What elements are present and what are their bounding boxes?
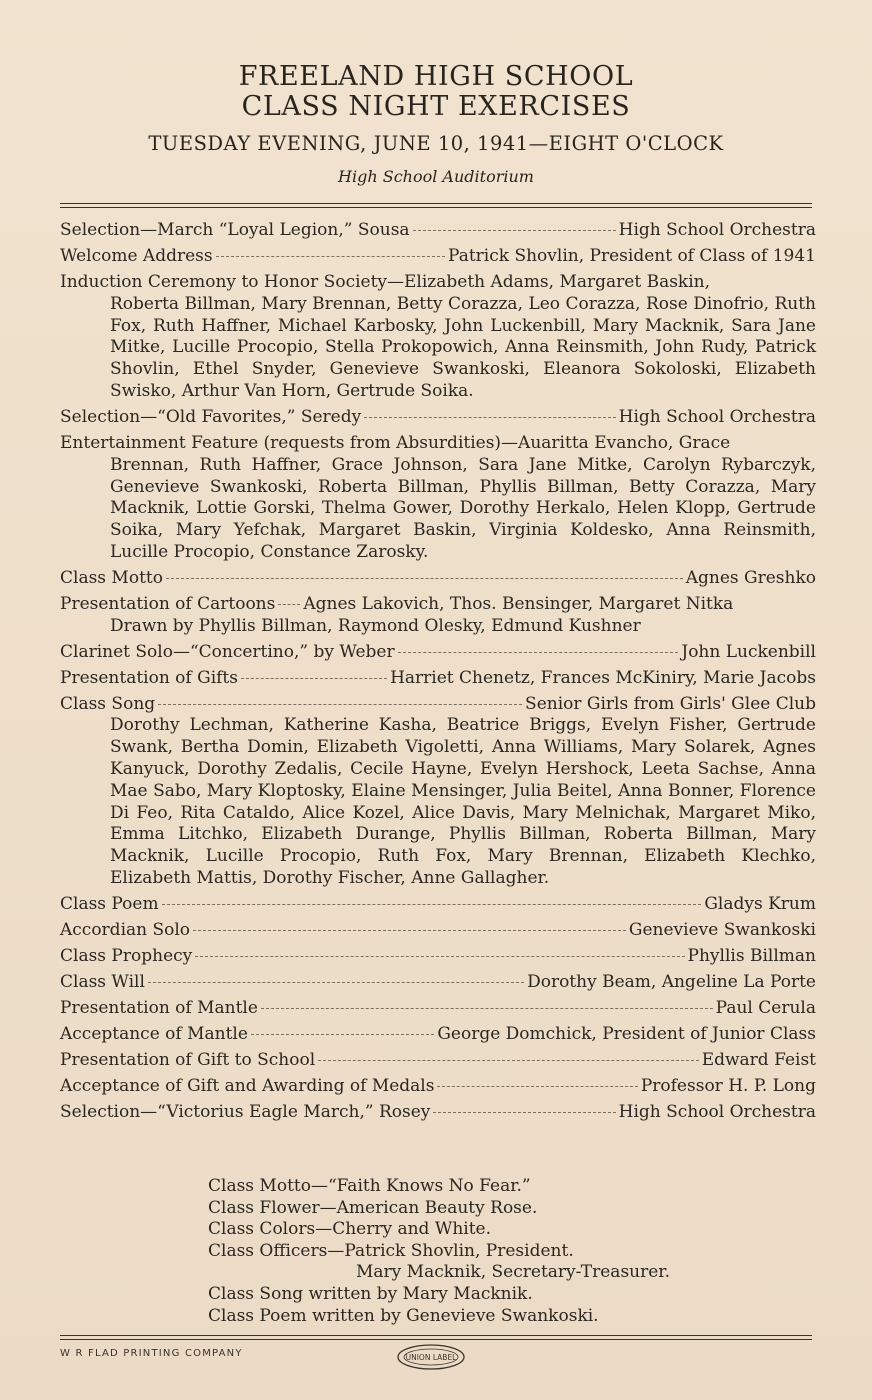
item-title: Welcome Address: [60, 245, 213, 266]
program-list: [60, 220, 816, 1128]
item-performer: Genevieve Swankoski: [628, 919, 816, 940]
program-item-entertainment: [60, 433, 816, 564]
program-item: [60, 946, 816, 968]
program-item: [60, 1102, 816, 1124]
dot-leader: [278, 604, 300, 605]
dot-leader: [241, 678, 387, 679]
glee-club-names: Dorothy Lechman, Katherine Kasha, Beatrice Briggs, Evelyn Fisher, Gertrude Swank, Bertha Domin, Elizabeth Vigoletti, Anna Williams, Mary Solarek, Agnes Kanyuck, Dorothy Zedalis, Cecile Hayne, Evelyn Hershock, Leeta Sachse, Anna Mae Sabo, Mary Kloptosky, Elaine Mensinger, Julia Beitel, Anna Bonner, Florence Di Feo, Rita Cataldo, Alice Kozel, Alice Davis, Mary Melnichak, Margaret Miko, Emma Litchko, Elizabeth Durange, Phyllis Billman, Roberta Billman, Mary Macknik, Lucille Procopio, Ruth Fox, Mary Brennan, Elizabeth Klechko, Elizabeth Mattis, Dorothy Fischer, Anne Gallagher.: [110, 715, 816, 888]
union-label-text: UNION LABEL: [405, 1353, 457, 1362]
program-item: [60, 642, 816, 664]
footer-rule-bottom: [60, 1339, 812, 1340]
item-performer: Gladys Krum: [704, 893, 816, 914]
dot-leader: [261, 1008, 713, 1009]
dot-leader: [437, 1086, 637, 1087]
item-title: Acceptance of Gift and Awarding of Medals: [60, 1075, 435, 1096]
program-item: [60, 998, 816, 1020]
item-title: Class Song: [60, 693, 156, 714]
program-item: [60, 920, 816, 942]
item-performer: High School Orchestra: [618, 406, 816, 427]
item-title: Presentation of Gift to School: [60, 1049, 316, 1070]
class-officers: Class Officers—Patrick Shovlin, President.: [208, 1240, 574, 1261]
item-title: Selection—“Old Favorites,” Seredy: [60, 406, 362, 427]
item-performer: Professor H. P. Long: [640, 1075, 816, 1096]
item-title: Acceptance of Mantle: [60, 1023, 248, 1044]
item-title: Clarinet Solo—“Concertino,” by Weber: [60, 641, 395, 662]
program-item: [60, 668, 816, 690]
program-item: [60, 220, 816, 242]
class-song-author: Class Song written by Mary Macknik.: [208, 1283, 533, 1304]
class-poem-author: Class Poem written by Genevieve Swankoski.: [208, 1305, 599, 1326]
program-item: [60, 407, 816, 429]
dot-leader: [193, 930, 626, 931]
item-title: Entertainment Feature (requests from Absurdities)—Auaritta Evancho, Grace: [60, 432, 731, 453]
dot-leader: [251, 1034, 434, 1035]
item-performer: Agnes Lakovich, Thos. Bensinger, Margaret Nitka: [303, 593, 734, 614]
dot-leader: [195, 956, 684, 957]
item-performer: High School Orchestra: [618, 1101, 816, 1122]
program-item: [60, 1050, 816, 1072]
program-item-induction: [60, 272, 816, 403]
cartoons-credit: Drawn by Phyllis Billman, Raymond Olesky, Edmund Kushner: [110, 615, 641, 636]
class-flower: Class Flower—American Beauty Rose.: [208, 1197, 538, 1218]
header: [0, 0, 872, 186]
footer-rule-top: [60, 1335, 812, 1336]
item-title: Induction Ceremony to Honor Society—Elizabeth Adams, Margaret Baskin,: [60, 271, 711, 292]
item-performer: Senior Girls from Girls' Glee Club: [525, 693, 816, 714]
item-performer: George Domchick, President of Junior Class: [437, 1023, 816, 1044]
item-title: Accordian Solo: [60, 919, 191, 940]
item-title: Class Motto: [60, 567, 163, 588]
item-title: Class Poem: [60, 893, 159, 914]
item-performer: Dorothy Beam, Angeline La Porte: [527, 971, 816, 992]
item-title: Class Will: [60, 971, 145, 992]
class-officers-secretary: Mary Macknik, Secretary-Treasurer.: [356, 1262, 670, 1283]
item-performer: Harriet Chenetz, Frances McKiniry, Marie Jacobs: [390, 667, 816, 688]
item-performer: Agnes Greshko: [685, 567, 816, 588]
printer-credit: W R FLAD PRINTING COMPANY: [60, 1348, 243, 1359]
dot-leader: [166, 578, 683, 579]
dot-leader: [433, 1112, 615, 1113]
item-performer: High School Orchestra: [618, 220, 816, 240]
dot-leader: [216, 256, 445, 257]
item-performer: Patrick Shovlin, President of Class of 1941: [448, 245, 816, 266]
item-title: Presentation of Gifts: [60, 667, 238, 688]
program-item: [60, 594, 816, 616]
program-item: [60, 246, 816, 268]
item-performer: John Luckenbill: [681, 641, 816, 662]
class-motto: Class Motto—“Faith Knows No Fear.”: [208, 1176, 531, 1196]
program-item: [60, 1076, 816, 1098]
dot-leader: [398, 652, 679, 653]
item-title: Presentation of Cartoons: [60, 593, 276, 614]
class-facts: [208, 1176, 670, 1327]
entertainment-names: Brennan, Ruth Haffner, Grace Johnson, Sara Jane Mitke, Carolyn Rybarczyk, Genevieve Swankoski, Roberta Billman, Phyllis Billman, Betty Corazza, Mary Macknik, Lottie Gorski, Thelma Gower, Dorothy Herkalo, Helen Klopp, Gertrude Soika, Mary Yefchak, Margaret Baskin, Virginia Koldesko, Anna Reinsmith, Lucille Procopio, Constance Zarosky.: [110, 454, 816, 562]
item-title: Class Prophecy: [60, 945, 193, 966]
program-item: [60, 972, 816, 994]
dot-leader: [162, 904, 702, 905]
item-title: Selection—March “Loyal Legion,” Sousa: [60, 220, 410, 240]
dot-leader: [413, 230, 616, 231]
dot-leader: [158, 704, 522, 705]
item-performer: Edward Feist: [701, 1049, 816, 1070]
program-item: [60, 894, 816, 916]
item-performer: Phyllis Billman: [687, 945, 816, 966]
program-item: [60, 694, 816, 716]
program-item-class-song: [60, 694, 816, 890]
item-title: Presentation of Mantle: [60, 997, 258, 1018]
item-performer: Paul Cerula: [715, 997, 816, 1018]
event-venue: High School Auditorium: [338, 167, 534, 186]
school-title: FREELAND HIGH SCHOOL: [238, 61, 634, 92]
program-item-cartoons: [60, 594, 816, 638]
honor-society-names: Roberta Billman, Mary Brennan, Betty Corazza, Leo Corazza, Rose Dinofrio, Ruth Fox, Ruth Haffner, Michael Karbosky, John Luckenbill, Mary Macknik, Sara Jane Mitke, Lucille Procopio, Stella Prokopowich, Anna Reinsmith, John Rudy, Patrick Shovlin, Ethel Snyder, Genevieve Swankoski, Eleanora Sokoloski, Elizabeth Swisko, Arthur Van Horn, Gertrude Soika.: [110, 293, 816, 401]
dot-leader: [318, 1060, 699, 1061]
event-title: CLASS NIGHT EXERCISES: [241, 91, 631, 122]
class-colors: Class Colors—Cherry and White.: [208, 1219, 491, 1240]
header-rule-top: [60, 203, 812, 204]
item-title: Selection—“Victorius Eagle March,” Rosey: [60, 1101, 431, 1122]
event-date: TUESDAY EVENING, JUNE 10, 1941—EIGHT O'CLOCK: [148, 132, 724, 155]
dot-leader: [148, 982, 524, 983]
header-rule-bottom: [60, 207, 812, 208]
program-item: [60, 1024, 816, 1046]
dot-leader: [364, 417, 615, 418]
union-label-seal: [396, 1343, 466, 1375]
program-item: [60, 568, 816, 590]
